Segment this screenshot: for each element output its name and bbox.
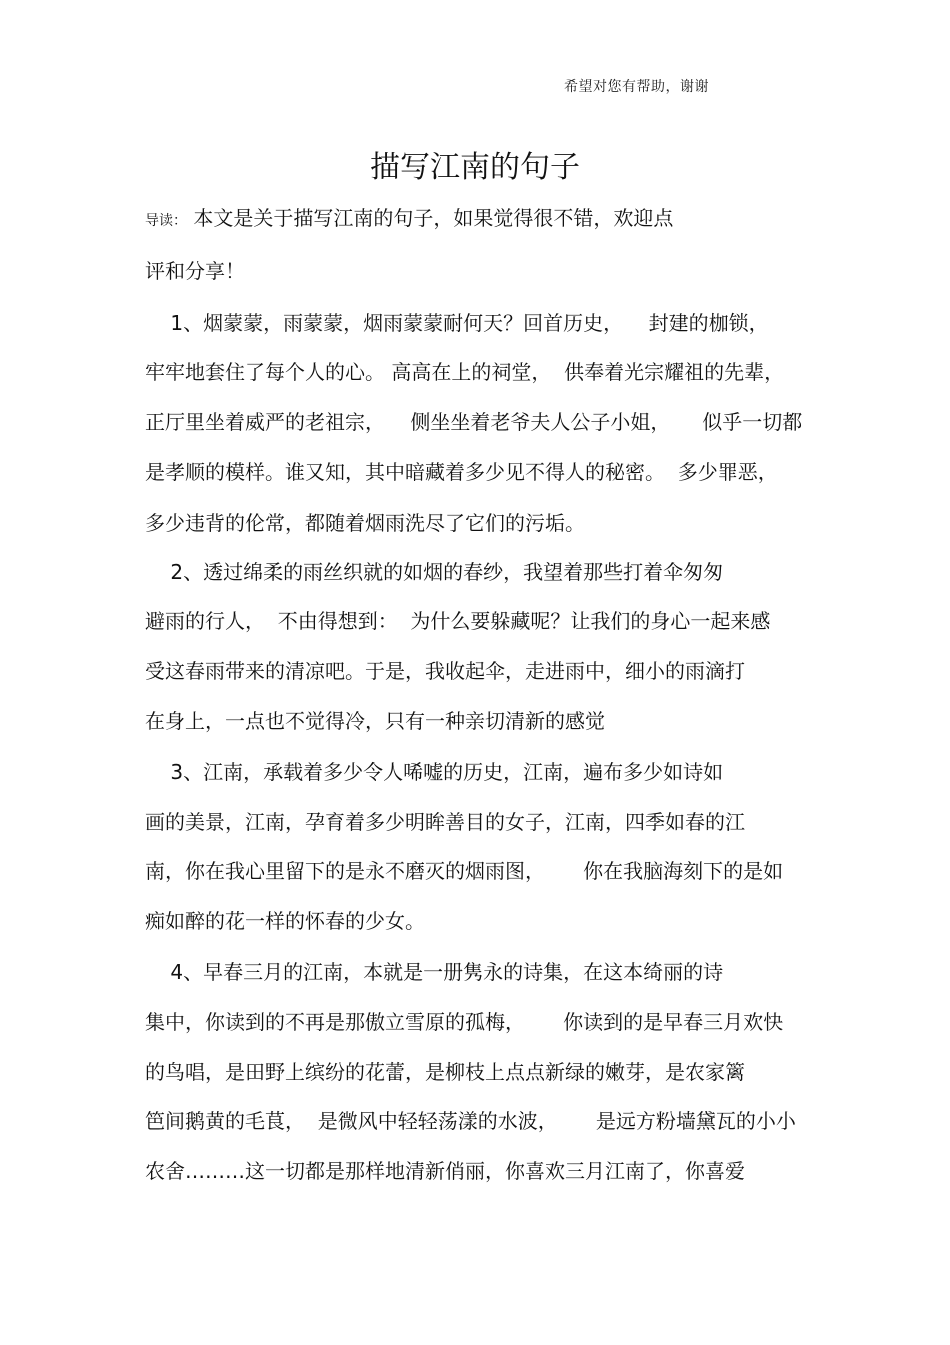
intro-text: 本文是关于描写江南的句子，如果觉得很不错，欢迎点 [187,206,674,230]
paragraph-3-line: 南，你在我心里留下的是永不磨灭的烟雨图， 你在我脑海刻下的是如 [145,859,784,883]
paragraph-4-line: 集中，你读到的不再是那傲立雪原的孤梅， 你读到的是早春三月欢快 [145,1010,784,1034]
paragraph-1-line: 正厅里坐着威严的老祖宗， 侧坐坐着老爷夫人公子小姐， 似乎一切都 [145,410,803,434]
paragraph-1-line: 是孝顺的模样。谁又知，其中暗藏着多少见不得人的秘密。 多少罪恶， [145,460,778,484]
paragraph-2-line: 2、透过绵柔的雨丝织就的如烟的春纱，我望着那些打着伞匆匆 [145,560,724,584]
paragraph-4-line: 4、早春三月的江南，本就是一册隽永的诗集，在这本绮丽的诗 [145,960,724,984]
paragraph-3-line: 3、江南，承载着多少令人唏嘘的历史，江南，遍布多少如诗如 [145,760,724,784]
paragraph-1-line: 牢牢地套住了每个人的心。 高高在上的祠堂， 供奉着光宗耀祖的先辈， [145,360,785,384]
paragraph-4-line: 农舍………这一切都是那样地清新俏丽，你喜欢三月江南了，你喜爱 [145,1159,745,1183]
paragraph-2-line: 受这春雨带来的清凉吧。于是，我收起伞，走进雨中，细小的雨滴打 [145,659,745,683]
intro-line-2: 评和分享！ [145,259,245,283]
paragraph-3-line: 痴如醉的花一样的怀春的少女。 [145,909,425,933]
header-note: 希望对您有帮助，谢谢 [564,79,709,95]
paragraph-1-line: 1、烟蒙蒙，雨蒙蒙，烟雨蒙蒙耐何天？回首历史， 封建的枷锁， [145,311,769,335]
paragraph-4-line: 的鸟唱，是田野上缤纷的花蕾，是柳枝上点点新绿的嫩芽，是农家篱 [145,1060,745,1084]
paragraph-1-line: 多少违背的伦常，都随着烟雨洗尽了它们的污垢。 [145,511,585,535]
intro-line-1 [145,202,673,231]
paragraph-2-line: 在身上，一点也不觉得冷，只有一种亲切清新的感觉 [145,709,605,733]
paragraph-3-line: 画的美景，江南，孕育着多少明眸善目的女子，江南，四季如春的江 [145,810,745,834]
paragraph-2-line: 避雨的行人， 不由得想到： 为什么要躲藏呢？让我们的身心一起来感 [145,609,771,633]
intro-label: 导读： [145,213,187,229]
paragraph-4-line: 笆间鹅黄的毛茛， 是微风中轻轻荡漾的水波， 是远方粉墙黛瓦的小小 [145,1109,796,1133]
document-title: 描写江南的句子 [370,150,580,185]
